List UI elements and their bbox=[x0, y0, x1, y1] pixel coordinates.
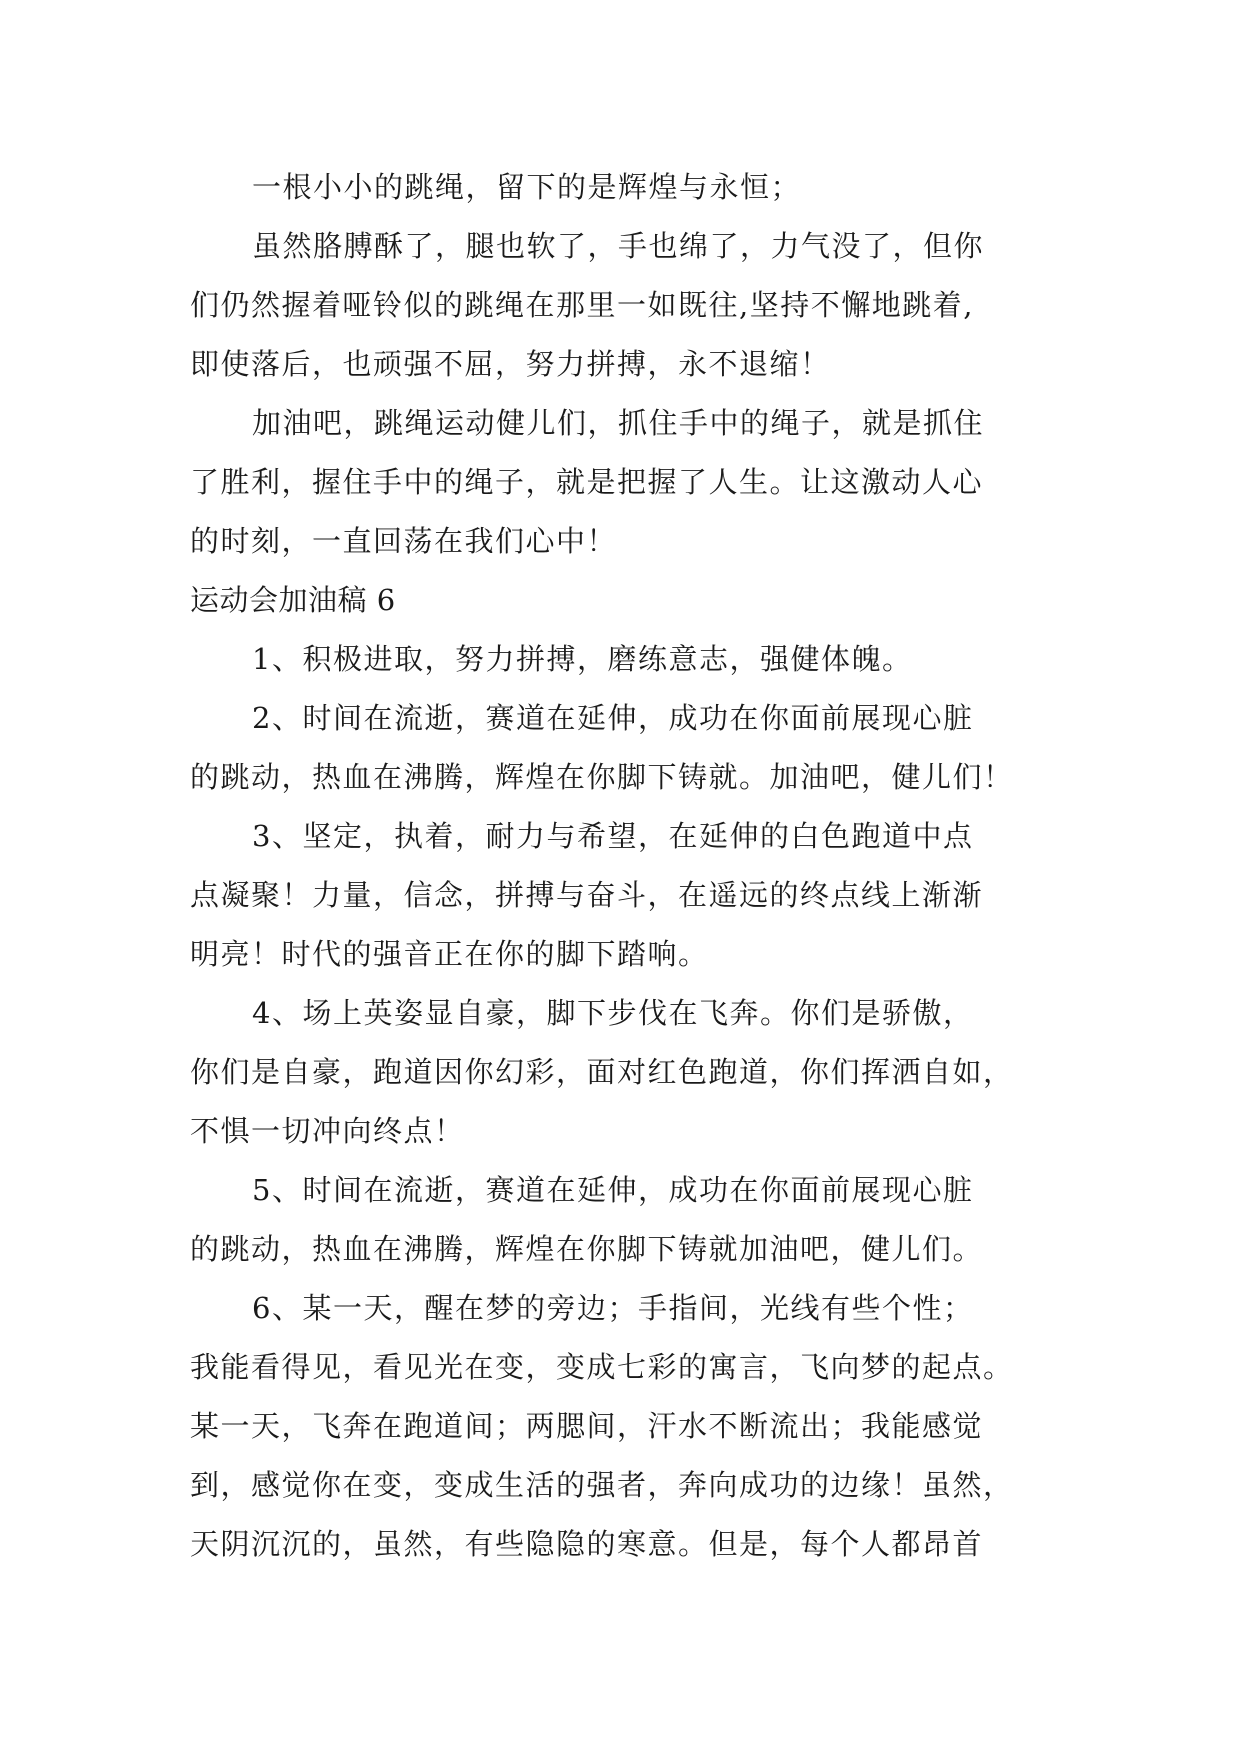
text-line: 的时刻，一直回荡在我们心中！ bbox=[190, 524, 618, 558]
text-line: 一根小小的跳绳，留下的是辉煌与永恒； bbox=[252, 170, 802, 204]
text-line: 了胜利，握住手中的绳子，就是把握了人生。让这激动人心 bbox=[190, 465, 984, 499]
text-line: 的跳动，热血在沸腾，辉煌在你脚下铸就加油吧，健儿们。 bbox=[190, 1232, 984, 1266]
text-line: 点凝聚！力量，信念，拼搏与奋斗，在遥远的终点线上渐渐 bbox=[190, 878, 984, 912]
text-line: 6、某一天，醒在梦的旁边；手指间，光线有些个性； bbox=[252, 1291, 974, 1325]
text-line: 2、时间在流逝，赛道在延伸，成功在你面前展现心脏 bbox=[252, 701, 974, 735]
text-line: 我能看得见，看见光在变，变成七彩的寓言，飞向梦的起点。 bbox=[190, 1350, 1014, 1384]
text-line: 天阴沉沉的，虽然，有些隐隐的寒意。但是，每个人都昂首 bbox=[190, 1527, 984, 1561]
text-line: 5、时间在流逝，赛道在延伸，成功在你面前展现心脏 bbox=[252, 1173, 974, 1207]
text-line: 不惧一切冲向终点！ bbox=[190, 1114, 465, 1148]
document-body bbox=[190, 158, 1090, 1574]
text-line: 1、积极进取，努力拼搏，磨练意志，强健体魄。 bbox=[252, 642, 913, 676]
text-line: 加油吧，跳绳运动健儿们，抓住手中的绳子，就是抓住 bbox=[252, 406, 985, 440]
section-heading: 运动会加油稿 6 bbox=[190, 583, 396, 617]
text-line: 到，感觉你在变，变成生活的强者，奔向成功的边缘！虽然， bbox=[190, 1468, 1014, 1502]
text-line: 明亮！时代的强音正在你的脚下踏响。 bbox=[190, 937, 709, 971]
text-line: 的跳动，热血在沸腾，辉煌在你脚下铸就。加油吧，健儿们！ bbox=[190, 760, 1014, 794]
text-line: 某一天，飞奔在跑道间；两腮间，汗水不断流出；我能感觉 bbox=[190, 1409, 984, 1443]
text-line: 即使落后，也顽强不屈，努力拼搏，永不退缩！ bbox=[190, 347, 831, 381]
text-line: 3、坚定，执着，耐力与希望，在延伸的白色跑道中点 bbox=[252, 819, 974, 853]
text-line: 们仍然握着哑铃似的跳绳在那里一如既往,坚持不懈地跳着, bbox=[190, 288, 974, 322]
text-line: 虽然胳膊酥了，腿也软了，手也绵了，力气没了，但你 bbox=[252, 229, 985, 263]
text-line: 你们是自豪，跑道因你幻彩，面对红色跑道，你们挥洒自如， bbox=[190, 1055, 1014, 1089]
text-line: 4、场上英姿显自豪，脚下步伐在飞奔。你们是骄傲， bbox=[252, 996, 974, 1030]
